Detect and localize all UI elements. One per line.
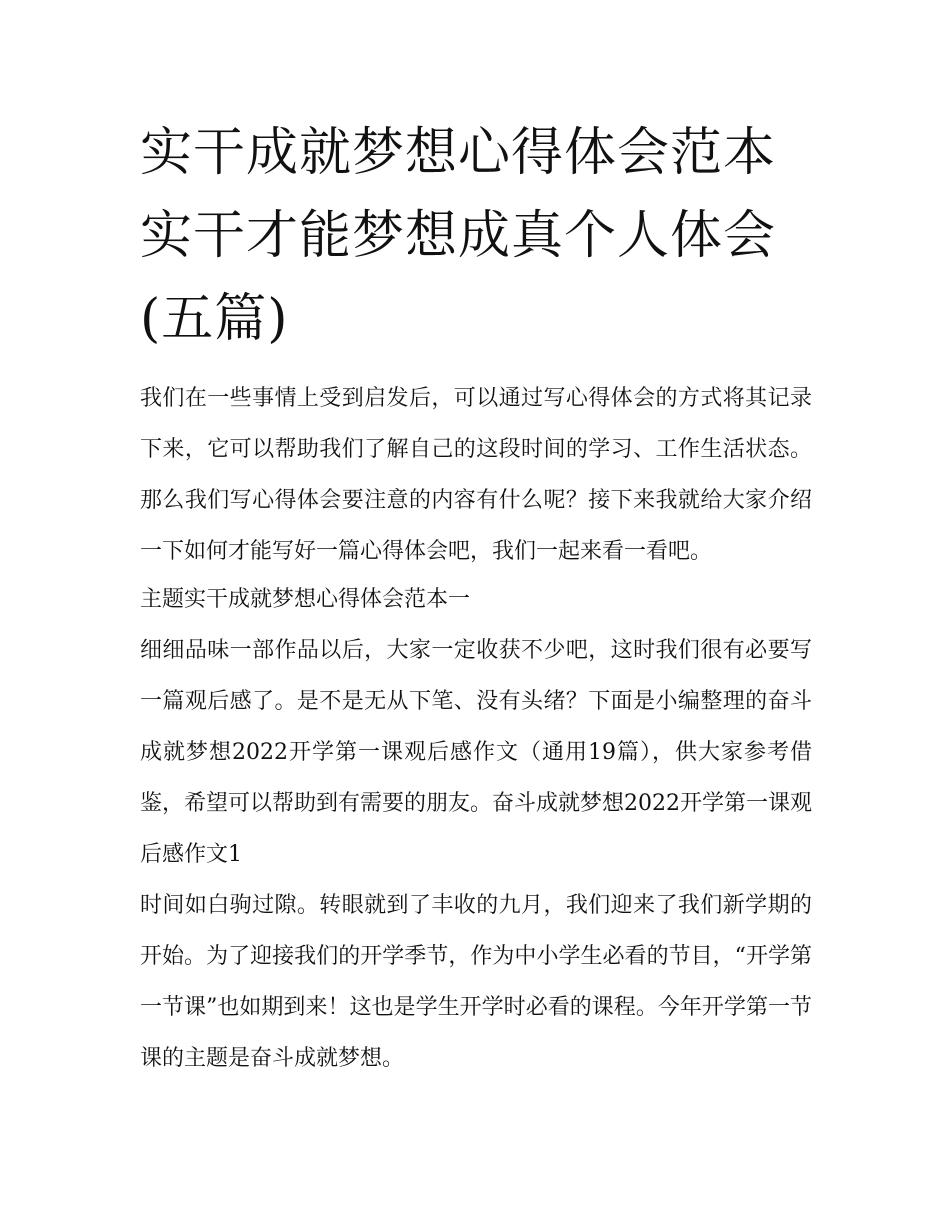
body-paragraph: 时间如白驹过隙。转眼就到了丰收的九月，我们迎来了我们新学期的开始。为了迎接我们的开学季节，作为中小学生必看的节目，“开学第一节课”也如期到来！这也是学生开学时必看的课程。今年开学第一节课的主题是奋斗成就梦想。: [140, 893, 812, 1071]
section-heading: 主题实干成就梦想心得体会范本一: [140, 587, 471, 612]
body-paragraph: 细细品味一部作品以后，大家一定收获不少吧，这时我们很有必要写一篇观后感了。是不是无从下笔、没有头绪？下面是小编整理的奋斗成就梦想2022开学第一课观后感作文（通用19篇），供大家参考借鉴，希望可以帮助到有需要的朋友。奋斗成就梦想2022开学第一课观后感作文1: [140, 638, 813, 867]
document-body: [140, 373, 812, 1084]
intro-paragraph: 我们在一些事情上受到启发后，可以通过写心得体会的方式将其记录下来，它可以帮助我们了解自己的这段时间的学习、工作生活状态。那么我们写心得体会要注意的内容有什么呢？接下来我就给大家介绍一下如何才能写好一篇心得体会吧，我们一起来看一看吧。: [140, 386, 812, 564]
document-title: 实干成就梦想心得体会范本 实干才能梦想成真个人体会(五篇): [140, 123, 777, 349]
